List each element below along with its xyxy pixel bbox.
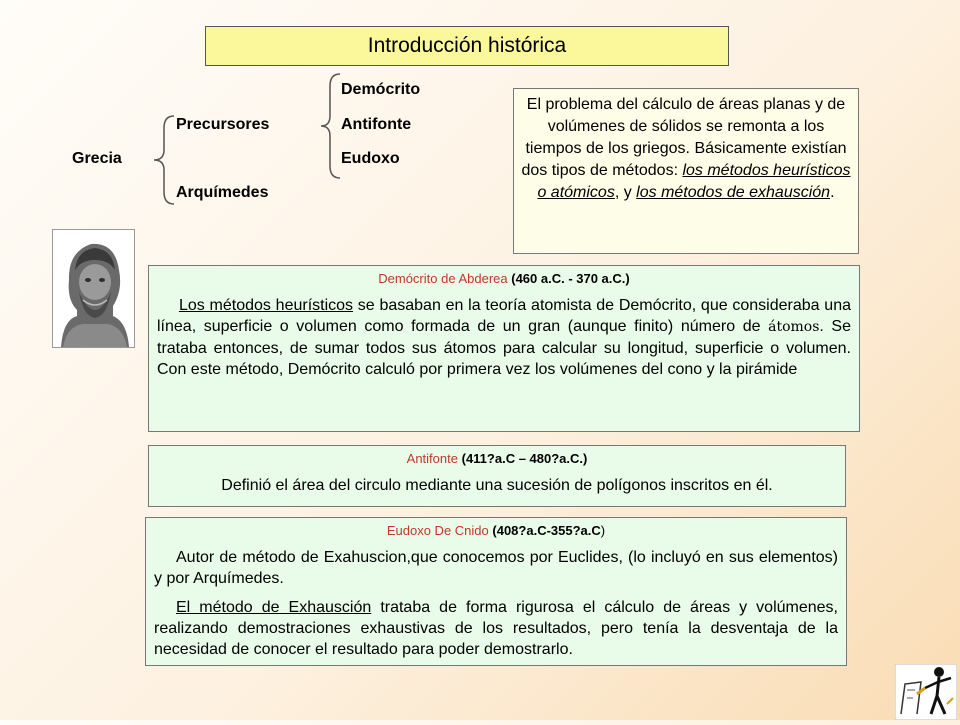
intro-text-2: , y: [614, 184, 637, 201]
antiphon-paragraph: Definió el área del circulo mediante una sucesión de polígonos inscritos en él.: [221, 477, 773, 494]
intro-text-1: El problema del cálculo de áreas planas y de volúmenes de sólidos se remonta a los tiempos de los griegos. Básicamente existían dos tipos de métodos:: [521, 96, 847, 179]
nav-figure-icon[interactable]: [895, 664, 957, 720]
eudoxus-heading: [154, 520, 838, 541]
page-title: [205, 26, 729, 66]
eudoxus-paragraph-1: Autor de método de Exahuscion,que conocemos por Euclides, (lo incluyó en sus elementos) y por Arquímedes.: [154, 549, 838, 587]
antiphon-heading: [157, 448, 837, 469]
eudoxus-card: [145, 517, 847, 666]
tree-arquimedes-label: Arquímedes: [176, 184, 269, 201]
tree-precursores-label: Precursores: [176, 116, 270, 133]
eudoxus-name: Eudoxo De Cnido: [386, 523, 489, 538]
intro-text-3: .: [830, 184, 835, 201]
bust-image: [53, 230, 134, 347]
intro-link-exhaustion: los métodos de exhausción: [636, 184, 831, 201]
heuristic-methods-term: Los métodos heurísticos: [179, 297, 354, 314]
democritus-dates: (460 a.C. - 370 a.C.): [511, 271, 630, 286]
antiphon-card: [148, 445, 846, 507]
antiphon-dates: (411?a.C – 480?a.C.): [461, 451, 588, 466]
democritus-text-2: . Se trataba entonces, de sumar todos sus átomos para calcular su longitud, superficie o volumen. Con este método, Demócrito calculó por primera vez los volúmenes del cono y la pirámide: [157, 318, 852, 378]
tree-democrito-label: Demócrito: [341, 81, 421, 98]
democritus-portrait: [52, 229, 135, 348]
democritus-text-1: se basaban en la teoría atomista de Demócrito, que consideraba una línea, superficie o volumen como formada de un gran (aunque finito) número de: [157, 297, 852, 335]
eudoxus-dates-close: ): [600, 523, 606, 538]
intro-box: [513, 88, 859, 254]
democritus-paragraph: [157, 295, 851, 380]
atoms-term: átomos: [768, 319, 820, 335]
tree-eudoxo-label: Eudoxo: [341, 150, 400, 167]
tree-root-label: Grecia: [72, 150, 122, 167]
eudoxus-paragraph-2: [154, 597, 838, 660]
democritus-heading: [157, 268, 851, 289]
antiphon-name: Antifonte: [406, 451, 458, 466]
intro-link-heuristic: los métodos heurísticos o atómicos: [537, 162, 851, 201]
democritus-card: [148, 265, 860, 432]
democritus-name: Demócrito de Abderea: [378, 271, 508, 286]
tree-antifonte-label: Antifonte: [341, 116, 412, 133]
exhaustion-method-term: El método de Exhausción: [176, 599, 372, 616]
eudoxus-dates: (408?a.C-355?a.C: [492, 523, 601, 538]
title-text: Introducción histórica: [367, 34, 567, 57]
eudoxus-text-2: trataba de forma rigurosa el cálculo de áreas y volúmenes, realizando demostraciones exhaustivas de los resultados, pero tenía la desventaja de la necesidad de conocer el resultado para poder demostrarlo.: [154, 599, 838, 658]
